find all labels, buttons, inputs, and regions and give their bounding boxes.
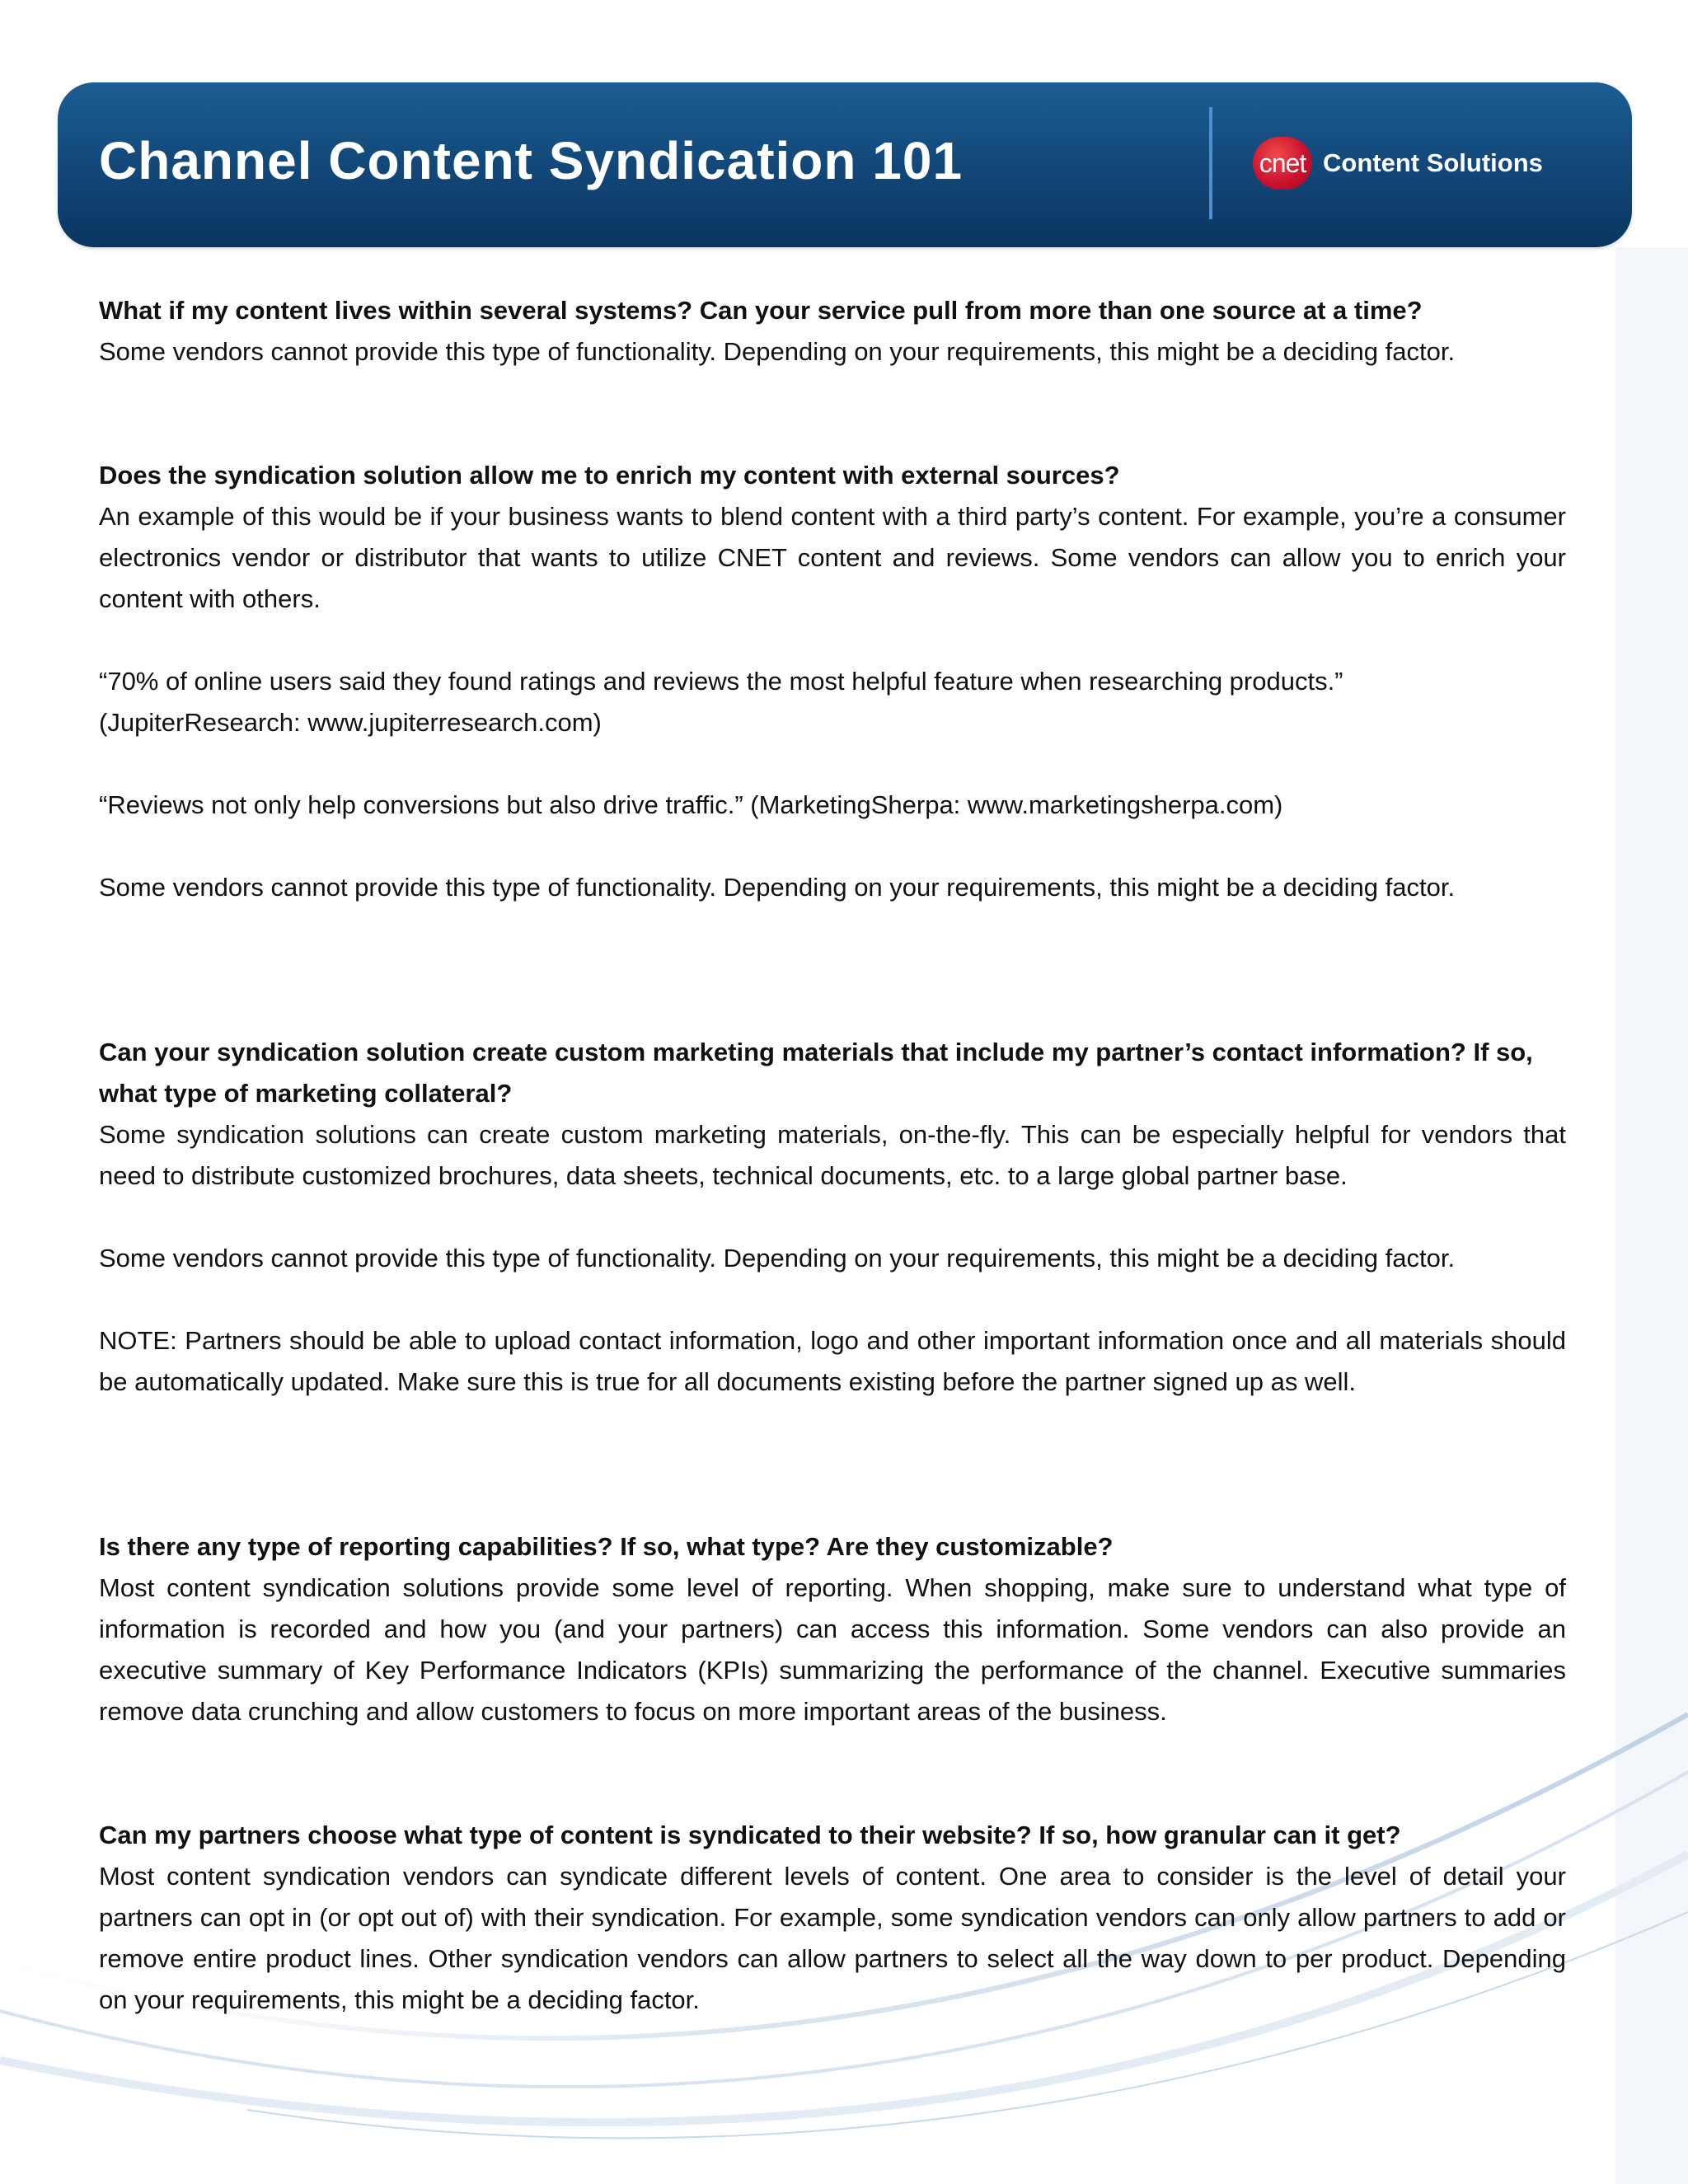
note-paragraph: NOTE: Partners should be able to upload contact information, logo and other important information once and all materials should be automatically updated. Make sure this is true for all documents existing before the partner signed up as well.	[99, 1326, 1566, 1396]
section-paragraph: Most content syndication vendors can syndicate different levels of content. One area to consider is the level of detail your partners can opt in (or opt out of) with their syndication. For example, some syndication vendors can only allow partners to add or remove entire product lines. Other syndication vendors can allow partners to select all the way down to per product. Depending on your requirements, this might be a deciding factor.	[99, 1862, 1566, 2014]
section-question: Is there any type of reporting capabilities? If so, what type? Are they customizable?	[99, 1532, 1114, 1561]
section-paragraph: An example of this would be if your business wants to blend content with a third party’s content. For example, you’re a consumer electronics vendor or distributor that wants to utilize CNET content and reviews. Some vendors can allow you to enrich your content with others.	[99, 502, 1566, 613]
faq-section	[99, 1526, 1566, 1732]
section-question: Can my partners choose what type of content is syndicated to their website? If so, how granular can it get?	[99, 1821, 1401, 1849]
section-paragraph: Some vendors cannot provide this type of functionality. Depending on your requirements, this might be a deciding factor.	[99, 337, 1456, 366]
header-divider	[1209, 107, 1212, 219]
page-title: Channel Content Syndication 101	[99, 131, 964, 190]
faq-section	[99, 290, 1566, 373]
faq-section	[99, 1815, 1566, 2021]
faq-section	[99, 1032, 1566, 1403]
faq-section	[99, 455, 1566, 908]
section-paragraph: Most content syndication solutions provide some level of reporting. When shopping, make sure to understand what type of information is recorded and how you (and your partners) can access this information. Some vendors can also provide an executive summary of Key Performance Indicators (KPIs) summarizing the performance of the channel. Executive summaries remove data crunching and allow customers to focus on more important areas of the business.	[99, 1573, 1566, 1726]
section-paragraph: Some vendors cannot provide this type of functionality. Depending on your requirements, this might be a deciding factor.	[99, 873, 1456, 902]
header-banner	[58, 82, 1632, 247]
document-body	[99, 290, 1566, 2021]
quote-text: “Reviews not only help conversions but also drive traffic.” (MarketingSherpa: www.marketingsherpa.com)	[99, 790, 1283, 819]
quote-text: “70% of online users said they found ratings and reviews the most helpful feature when researching products.”	[99, 667, 1343, 696]
section-paragraph: Some syndication solutions can create custom marketing materials, on-the-fly. This can be especially helpful for vendors that need to distribute customized brochures, data sheets, technical documents, etc. to a large global partner base.	[99, 1120, 1566, 1190]
section-question: What if my content lives within several systems? Can your service pull from more than one source at a time?	[99, 296, 1423, 325]
section-question: Can your syndication solution create custom marketing materials that include my partner’s contact information? If so, what type of marketing collateral?	[99, 1038, 1533, 1108]
cnet-logo	[1253, 132, 1615, 198]
cnet-logo-badge: cnet	[1253, 137, 1312, 190]
cnet-logo-text: Content Solutions	[1323, 148, 1543, 177]
section-question: Does the syndication solution allow me to enrich my content with external sources?	[99, 461, 1120, 490]
quote-source: (JupiterResearch: www.jupiterresearch.com)	[99, 708, 602, 737]
section-paragraph: Some vendors cannot provide this type of functionality. Depending on your requirements, this might be a deciding factor.	[99, 1244, 1456, 1272]
